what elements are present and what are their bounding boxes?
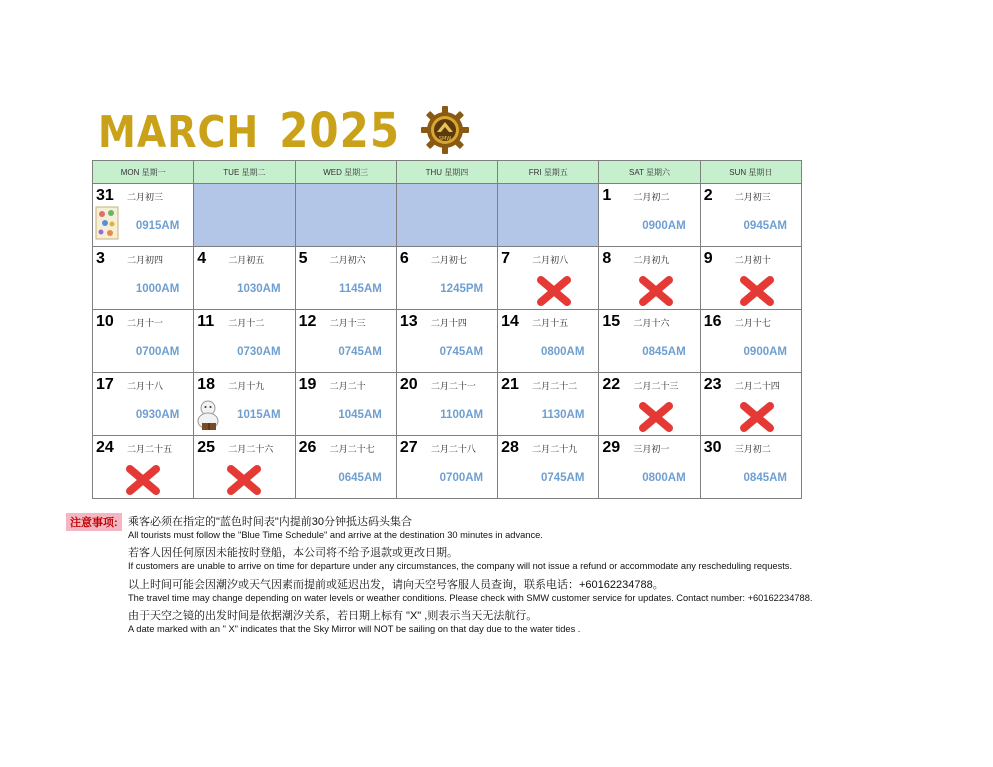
lunar-date: 二月初六 [329, 255, 366, 265]
lunar-date: 二月十四 [430, 318, 467, 328]
day-number: 10 [96, 313, 114, 330]
weekday-thu: THU 星期四 [396, 161, 497, 184]
day-number: 18 [197, 376, 216, 393]
week-row [93, 247, 802, 310]
empty-day-cell [396, 184, 497, 247]
departure-time: 0930AM [135, 409, 180, 421]
day-cell [93, 373, 194, 436]
departure-time: 0745AM [338, 346, 382, 358]
closed-x-icon [226, 464, 262, 496]
day-number: 15 [602, 313, 621, 330]
day-cell [93, 247, 194, 310]
lunar-date: 二月二十三 [633, 381, 679, 391]
note-line: All tourists must follow the "Blue Time Schedule" and arrive at the destination 30 minutes in advance. [128, 530, 543, 540]
lunar-date: 二月初二 [633, 192, 670, 202]
lunar-date: 二月初四 [127, 255, 164, 265]
closed-x-icon [739, 401, 775, 433]
day-cell [194, 310, 295, 373]
empty-day-cell [194, 184, 295, 247]
lunar-date: 二月初三 [734, 192, 771, 202]
departure-time: 1100AM [440, 409, 484, 421]
day-cell [700, 247, 801, 310]
lunar-date: 二月十九 [228, 381, 265, 391]
day-number: 25 [197, 439, 216, 456]
sticker-decoration-icon [95, 206, 119, 240]
departure-time: 1245PM [440, 283, 484, 295]
lunar-date: 二月初五 [228, 255, 265, 265]
day-cell [700, 310, 801, 373]
departure-time: 0700AM [135, 346, 180, 358]
day-cell [700, 436, 801, 499]
lunar-date: 二月二十八 [430, 444, 476, 454]
day-cell [93, 184, 194, 247]
note-line: If customers are unable to arrive on time for departure under any circumstances, the company will not issue a refund or accommodate any rescheduling requests. [128, 561, 793, 571]
lunar-date: 二月二十二 [532, 381, 578, 391]
title-month: MARCH [98, 106, 260, 158]
week-row [93, 184, 802, 247]
closed-x-icon [536, 275, 572, 307]
day-cell [194, 373, 295, 436]
day-cell [295, 247, 396, 310]
day-number: 20 [399, 376, 418, 393]
day-number: 5 [298, 250, 308, 267]
day-cell [498, 436, 599, 499]
lunar-date: 二月十八 [127, 381, 164, 391]
weekday-mon: MON 星期一 [93, 161, 194, 184]
day-cell [396, 310, 497, 373]
day-number: 21 [501, 376, 519, 393]
empty-day-cell [295, 184, 396, 247]
empty-day-cell [498, 184, 599, 247]
day-cell [194, 436, 295, 499]
day-number: 4 [197, 250, 207, 267]
day-number: 27 [399, 439, 418, 456]
day-cell [93, 310, 194, 373]
departure-time: 0800AM [540, 346, 585, 358]
lunar-date: 二月十三 [329, 318, 366, 328]
departure-time: 0745AM [439, 346, 484, 358]
day-number: 24 [96, 439, 114, 456]
day-number: 3 [96, 250, 105, 267]
week-row [93, 373, 802, 436]
weekday-wed: WED 星期三 [295, 161, 396, 184]
day-number: 8 [602, 250, 612, 267]
day-number: 16 [703, 313, 722, 330]
lunar-date: 二月初七 [430, 255, 467, 265]
departure-time: 1030AM [237, 283, 281, 295]
lunar-date: 二月二十一 [430, 381, 476, 391]
day-cell [396, 373, 497, 436]
weekday-tue: TUE 星期二 [194, 161, 295, 184]
departure-time: 1130AM [541, 409, 585, 421]
closed-x-icon [739, 275, 775, 307]
day-number: 9 [703, 250, 713, 267]
departure-time: 0900AM [642, 220, 686, 232]
day-number: 31 [96, 187, 114, 204]
day-number: 17 [96, 376, 114, 393]
lunar-date: 二月十二 [228, 318, 265, 328]
week-row [93, 310, 802, 373]
departure-time: 0645AM [338, 472, 382, 484]
lunar-date: 二月十五 [532, 318, 569, 328]
closed-x-icon [638, 401, 674, 433]
departure-time: 0800AM [642, 472, 686, 484]
day-number: 29 [602, 439, 621, 456]
week-row [93, 436, 802, 499]
reading-character-decoration-icon [196, 399, 222, 433]
departure-time: 0900AM [743, 346, 787, 358]
lunar-date: 三月初二 [734, 444, 771, 454]
day-cell [599, 310, 700, 373]
departure-time: 0845AM [642, 346, 686, 358]
day-number: 28 [501, 439, 519, 456]
departure-time: 1015AM [237, 409, 281, 421]
departure-time: 1045AM [338, 409, 382, 421]
day-cell [295, 373, 396, 436]
day-cell [194, 247, 295, 310]
day-cell [295, 436, 396, 499]
day-number: 19 [298, 376, 317, 393]
day-number: 13 [399, 313, 418, 330]
lunar-date: 二月初九 [633, 255, 670, 265]
note-line: 若客人因任何原因未能按时登船，本公司将不给予退款或更改日期。 [128, 547, 458, 559]
note-line: 以上时间可能会因潮汐或天气因素而提前或延迟出发，请向天空号客服人员查询，联系电话：+60162234788。 [128, 579, 664, 591]
day-number: 6 [399, 250, 409, 267]
day-cell [599, 247, 700, 310]
day-cell [700, 373, 801, 436]
gear-logo-icon [421, 106, 469, 154]
day-number: 12 [298, 313, 317, 330]
weekday-header-row [93, 161, 802, 184]
lunar-date: 二月十六 [633, 318, 670, 328]
lunar-date: 二月初八 [532, 255, 569, 265]
note-line: The travel time may change depending on water levels or weather conditions. Please check with SMW customer service for updates. Contact number: +60162234788. [128, 593, 813, 603]
departure-time: 0945AM [743, 220, 787, 232]
lunar-date: 二月二十 [329, 381, 366, 391]
day-number: 26 [298, 439, 317, 456]
title-year: 2025 [279, 102, 401, 159]
lunar-date: 二月二十五 [127, 444, 173, 454]
lunar-date: 二月十一 [127, 318, 164, 328]
day-cell [700, 184, 801, 247]
day-cell [93, 436, 194, 499]
departure-time: 0915AM [135, 220, 180, 232]
day-cell [599, 436, 700, 499]
note-line: 由于天空之镜的出发时间是依据潮汐关系，若日期上标有 "X" ,则表示当天无法航行。 [128, 610, 538, 622]
closed-x-icon [638, 275, 674, 307]
lunar-date: 二月十七 [734, 318, 771, 328]
departure-time: 0730AM [237, 346, 281, 358]
weekday-fri: FRI 星期五 [498, 161, 599, 184]
day-cell [396, 436, 497, 499]
lunar-date: 二月二十四 [734, 381, 780, 391]
day-number: 22 [602, 376, 621, 393]
day-number: 1 [602, 187, 612, 204]
departure-time: 0745AM [540, 472, 585, 484]
closed-x-icon [125, 464, 161, 496]
lunar-date: 二月初十 [734, 255, 771, 265]
day-number: 30 [703, 439, 722, 456]
departure-time: 0700AM [439, 472, 484, 484]
lunar-date: 二月二十七 [329, 444, 375, 454]
day-number: 14 [501, 313, 519, 330]
day-number: 23 [703, 376, 722, 393]
lunar-date: 二月二十六 [228, 444, 274, 454]
note-line: 乘客必须在指定的"蓝色时间表"内提前30分钟抵达码头集合 [128, 516, 413, 528]
calendar-title [98, 102, 400, 166]
day-cell [498, 247, 599, 310]
weekday-sat: SAT 星期六 [599, 161, 700, 184]
lunar-date: 二月二十九 [532, 444, 578, 454]
weekday-sun: SUN 星期日 [700, 161, 801, 184]
lunar-date: 三月初一 [633, 444, 670, 454]
lunar-date: 二月初三 [127, 192, 164, 202]
day-cell [498, 310, 599, 373]
logo-text: SMW [438, 136, 452, 142]
day-cell [498, 373, 599, 436]
day-cell [599, 184, 700, 247]
note-line: A date marked with an " X" indicates that the Sky Mirror will NOT be sailing on that day due to the water tides . [128, 624, 581, 634]
day-number: 7 [501, 250, 511, 267]
day-cell [396, 247, 497, 310]
day-number: 11 [197, 313, 215, 330]
departure-time: 1145AM [339, 283, 382, 295]
departure-time: 0845AM [743, 472, 787, 484]
day-number: 2 [703, 187, 713, 204]
calendar-grid [92, 160, 802, 499]
day-cell [599, 373, 700, 436]
departure-time: 1000AM [135, 283, 180, 295]
notes-heading: 注意事项: [66, 513, 122, 531]
day-cell [295, 310, 396, 373]
